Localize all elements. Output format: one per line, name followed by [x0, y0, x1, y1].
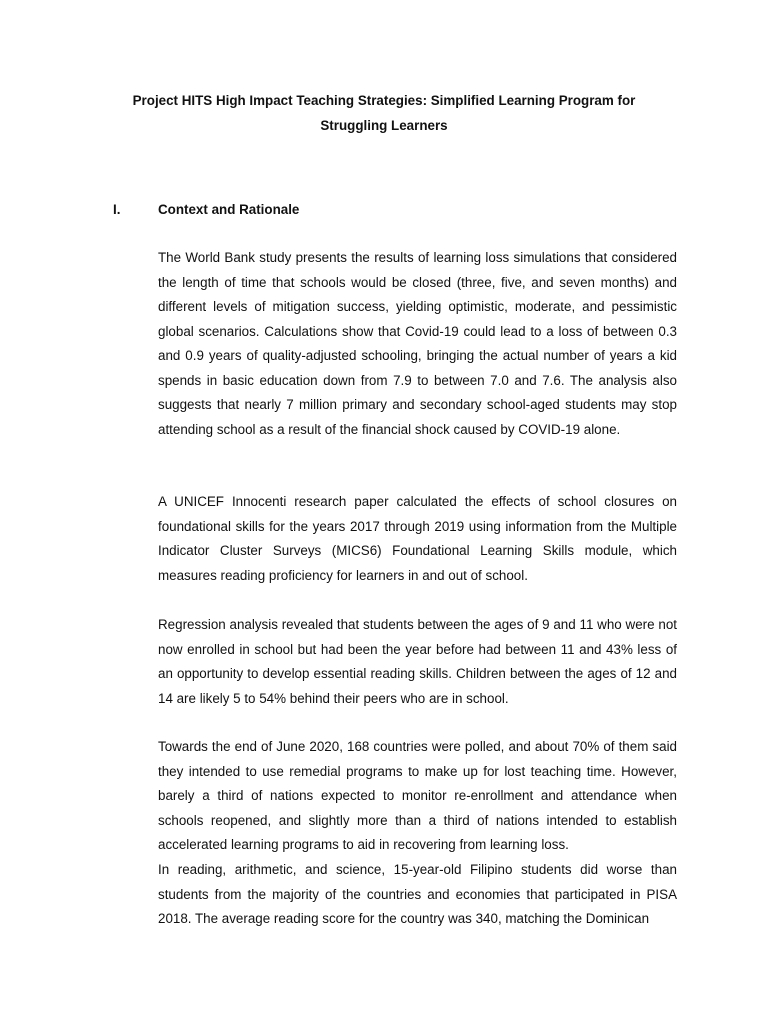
title-line-2: Struggling Learners	[320, 117, 448, 133]
section-title: Context and Rationale	[158, 202, 300, 217]
paragraph-pisa: In reading, arithmetic, and science, 15-year-old Filipino students did worse than students from the majority of the countries and economies that participated in PISA 2018. The average reading score for the country was 340, matching the Dominican	[158, 862, 677, 926]
document-title	[90, 89, 678, 138]
paragraph-world-bank: The World Bank study presents the results of learning loss simulations that considered the length of time that schools would be closed (three, five, and seven months) and different levels of mitigation success, yielding optimistic, moderate, and pessimistic global scenarios. Calculations show that Covid-19 could lead to a loss of between 0.3 and 0.9 years of quality-adjusted schooling, bringing the actual number of years a kid spends in basic education down from 7.9 to between 7.0 and 7.6. The analysis also suggests that nearly 7 million primary and secondary school-aged students may stop attending school as a result of the financial shock caused by COVID-19 alone.	[158, 250, 677, 437]
section-heading	[113, 198, 673, 223]
title-line-1: Project HITS High Impact Teaching Strategies: Simplified Learning Program for	[132, 93, 636, 108]
paragraph-survey: Towards the end of June 2020, 168 countries were polled, and about 70% of them said they intended to use remedial programs to make up for lost teaching time. However, barely a third of nations expected to monitor re-enrollment and attendance when schools reopened, and slightly more than a third of nations intended to establish accelerated learning programs to aid in recovering from learning loss.	[158, 739, 677, 852]
paragraph-unicef: A UNICEF Innocenti research paper calculated the effects of school closures on foundational skills for the years 2017 through 2019 using information from the Multiple Indicator Cluster Surveys (MICS6) Foundational Learning Skills module, which measures reading proficiency for learners in and out of school.	[158, 494, 677, 583]
section-number: I.	[113, 202, 121, 217]
paragraph-regression: Regression analysis revealed that students between the ages of 9 and 11 who were not now enrolled in school but had been the year before had between 11 and 43% less of an opportunity to develop essential reading skills. Children between the ages of 12 and 14 are likely 5 to 54% behind their peers who are in school.	[158, 617, 677, 706]
